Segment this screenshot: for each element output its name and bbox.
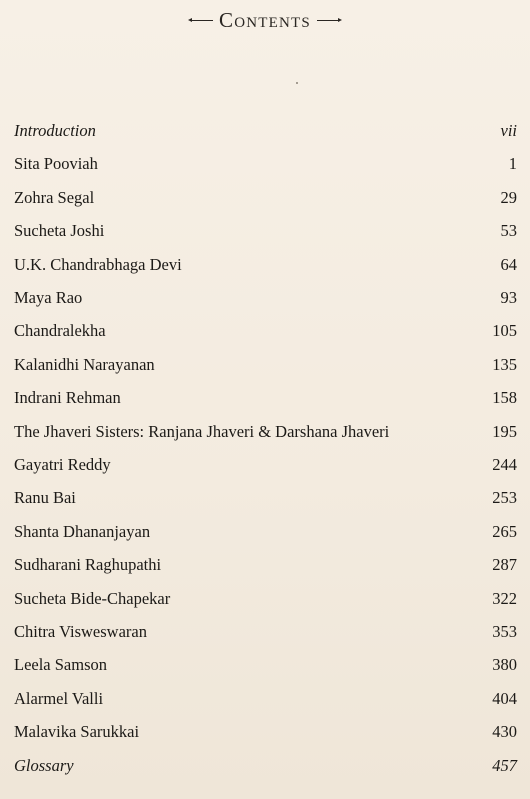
toc-entry-page-number: 380 [492,655,517,675]
toc-entry-page-number: 1 [508,154,517,174]
toc-entry-page-number: 135 [492,354,517,374]
toc-entry [14,352,517,378]
toc-entry [14,719,517,745]
toc-entry-page-number: 93 [500,288,517,307]
toc-entry-page-number: 64 [500,254,517,274]
toc-entry [14,285,517,311]
paper-speck [296,82,298,84]
toc-entry-page-number: 430 [492,722,517,742]
toc-entry-title: Maya Rao [14,288,83,307]
toc-entry-title: Chitra Visweswaran [14,622,147,641]
toc-entry-page-number: 404 [492,688,517,708]
toc-entry-title: Sucheta Joshi [14,221,105,241]
toc-entry [14,419,517,445]
toc-entry-page-number: 287 [492,555,517,575]
toc-entry-page-number: 322 [492,588,517,608]
toc-entry-page-number: vii [500,121,517,140]
toc-entry-title: Malavika Sarukkai [14,722,140,742]
toc-entry-page-number: 158 [492,388,517,408]
toc-entry-title: Chandralekha [14,321,106,341]
toc-entry [14,252,517,278]
toc-entry [14,452,517,478]
toc-entry [14,318,517,344]
toc-entry-title: Zohra Segal [14,187,95,207]
contents-heading [0,8,530,33]
toc-entry [14,586,517,612]
toc-entry-title: Sucheta Bide-Chapekar [14,588,171,608]
toc-entry-title: Gayatri Reddy [14,455,111,474]
heading-left-ornament [191,20,213,21]
toc-entry [14,151,517,177]
toc-entry-title: Kalanidhi Narayanan [14,354,155,374]
toc-entry-title: Glossary [14,755,74,775]
toc-entry [14,686,517,712]
toc-entry [14,185,517,211]
toc-entry-page-number: 457 [492,755,517,775]
toc-entry-title: The Jhaveri Sisters: Ranjana Jhaveri & Darshana Jhaveri [14,421,390,441]
toc-entry-page-number: 105 [492,321,517,341]
contents-title: Contents [219,8,311,32]
toc-entry-page-number: 195 [492,421,517,441]
toc-entry [14,118,517,144]
toc-entry [14,519,517,545]
toc-entry-title: Sita Pooviah [14,154,98,174]
toc-entry-title: Shanta Dhananjayan [14,521,151,541]
toc-entry [14,385,517,411]
toc-entry-page-number: 244 [492,455,517,474]
toc-entry-page-number: 353 [492,622,517,641]
toc-entry [14,753,517,779]
toc-entry-title: Sudharani Raghupathi [14,555,162,575]
toc-entry-title: U.K. Chandrabhaga Devi [14,254,182,274]
toc-entry-title: Ranu Bai [14,488,76,508]
toc-entry-title: Introduction [14,121,96,140]
toc-entry-title: Indrani Rehman [14,388,121,408]
toc-entry [14,485,517,511]
toc-entry [14,652,517,678]
toc-entry-page-number: 253 [492,488,517,508]
toc-entry-page-number: 29 [500,187,517,207]
toc-entry-page-number: 265 [492,521,517,541]
heading-right-ornament [317,20,339,21]
toc-entry-title: Alarmel Valli [14,688,104,708]
toc-entry [14,552,517,578]
toc-entry-title: Leela Samson [14,655,108,675]
toc-entry [14,619,517,645]
toc-entry-page-number: 53 [500,221,517,241]
toc-entry [14,218,517,244]
